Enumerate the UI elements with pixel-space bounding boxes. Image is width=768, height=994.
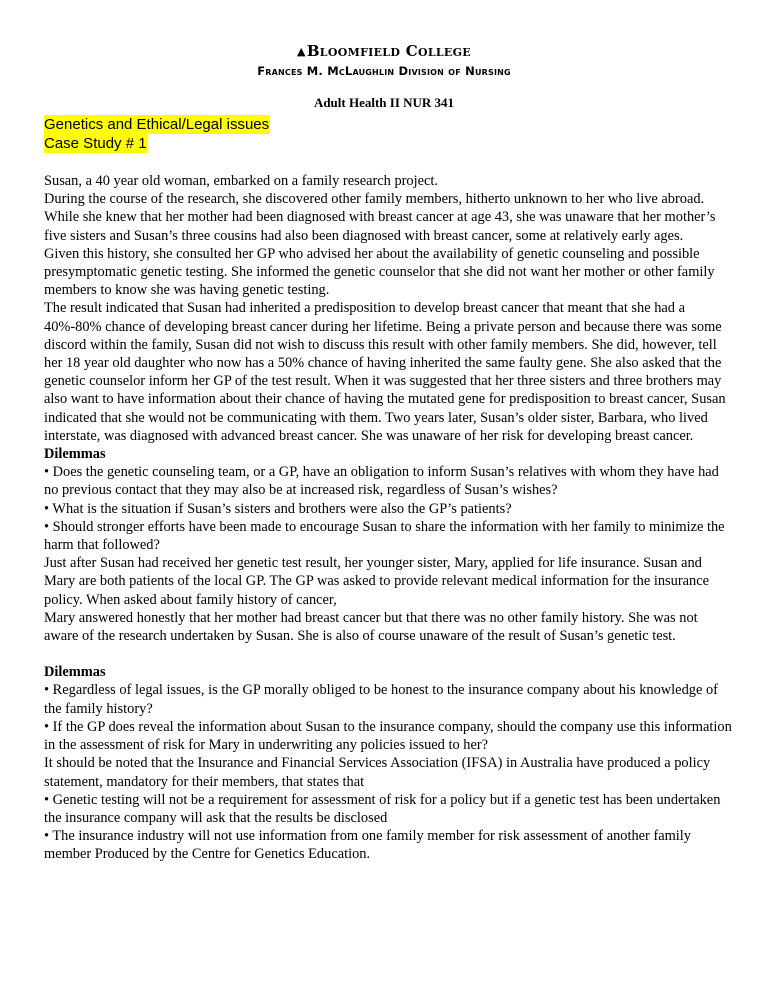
paragraph-result: The result indicated that Susan had inherited a predisposition to develop breast cancer that meant that she had a 40%-80% chance of developing breast cancer during her lifetime. Being a private person and because there was some discord within the family, Susan did not wish to discuss this result with other family members. She did, however, tell her 18 year old daughter who now has a 50% chance of having inherited the same faulty gene. She also asked that the genetic counselor inform her GP of the test result. When it was suggested that her three sisters and three brothers may also want to have information about their chance of having the mutated gene for predisposition to breast cancer, Susan indicated that she would not be communicating with them. Two years later, Susan’s older sister, Barbara, who lived interstate, was diagnosed with advanced breast cancer. She was unaware of her risk for developing breast cancer. <box>44 300 726 444</box>
course-title: Adult Health II NUR 341 <box>313 95 455 110</box>
dilemma-item: • Regardless of legal issues, is the GP morally obliged to be honest to the insurance company about his knowledge of the family history? <box>44 682 718 717</box>
dilemma-item: • Does the genetic counseling team, or a GP, have an obligation to inform Susan’s relatives with whom they have had no previous contact that they may also be at increased risk, regardless of Susan’s wishes? <box>44 464 719 499</box>
policy-item: • The insurance industry will not use information from one family member for risk assessment of another family member Produced by the Centre for Genetics Education. <box>44 828 692 863</box>
case-body <box>44 172 734 864</box>
policy-item: • Genetic testing will not be a requirement for assessment of risk for a policy but if a genetic test has been undertaken the insurance company will ask that the results be disclosed <box>44 791 721 826</box>
dilemmas-heading-2: Dilemmas <box>44 664 106 681</box>
spacer <box>44 645 734 663</box>
case-title-line-2: Case Study # 1 <box>44 135 147 152</box>
paragraph-research: During the course of the research, she discovered other family members, hitherto unknown to her who live abroad. While she knew that her mother had been diagnosed with breast cancer at age 43, she was unaware that her mother’s five sisters and Susan’s three cousins had also been diagnosed with breast cancer, some at relatively early ages. <box>44 191 716 244</box>
dilemma-item: • What is the situation if Susan’s sisters and brothers were also the GP’s patients? <box>44 500 512 517</box>
college-name <box>0 42 768 60</box>
division-name: Frances M. McLaughlin Division of Nursing <box>257 64 511 78</box>
dilemma-item: • If the GP does reveal the information about Susan to the insurance company, should the company use this information in the assessment of risk for Mary in underwriting any policies issued to her? <box>44 718 732 754</box>
college-name-text: Bloomfield College <box>306 42 471 60</box>
dilemmas-heading-1: Dilemmas <box>44 446 106 463</box>
case-title <box>44 115 270 153</box>
paragraph-consult: Given this history, she consulted her GP who advised her about the availability of genetic counseling and possible presymptomatic genetic testing. She informed the genetic counselor that she did not want her mother or other family members to know she was having genetic testing. <box>44 245 715 299</box>
paragraph-mary: Mary answered honestly that her mother had breast cancer but that there was no other family history. She was not aware of the research undertaken by Susan. She is also of course unaware of the result of Susan’s genetic test. <box>44 609 698 645</box>
case-title-line-1: Genetics and Ethical/Legal issues <box>44 116 270 133</box>
bell-tower-logo: ▲ <box>297 45 306 58</box>
paragraph-insurance: Just after Susan had received her genetic test result, her younger sister, Mary, applied for life insurance. Susan and Mary are both patients of the local GP. The GP was asked to provide relevant medical information for the insurance policy. When asked about family history of cancer, <box>44 555 709 608</box>
dilemma-item: • Should stronger efforts have been made to encourage Susan to share the information with her family to minimize the harm that followed? <box>44 518 725 554</box>
paragraph-intro: Susan, a 40 year old woman, embarked on a family research project. <box>44 173 438 189</box>
paragraph-ifsa: It should be noted that the Insurance and Financial Services Association (IFSA) in Australia have produced a policy statement, mandatory for their members, that states that <box>44 755 711 790</box>
